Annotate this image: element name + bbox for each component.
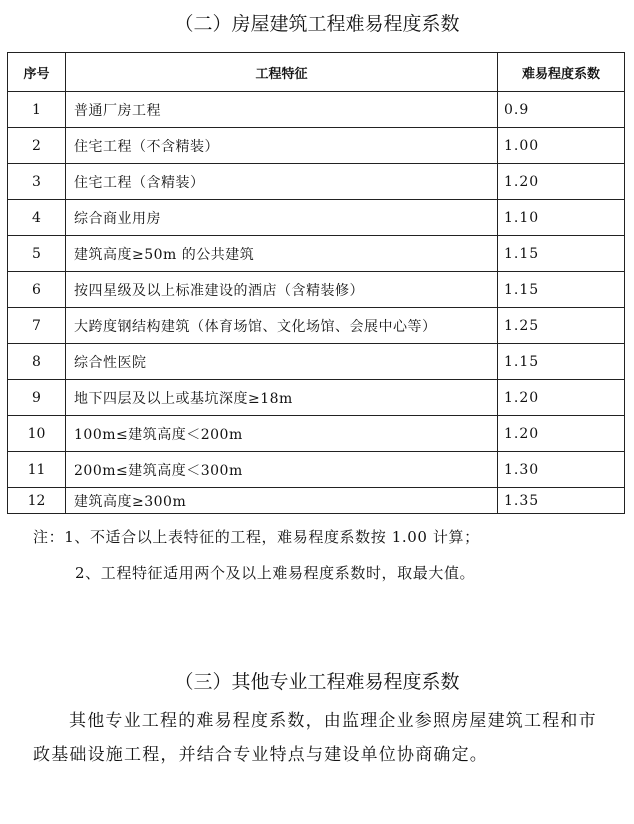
table-row bbox=[8, 164, 625, 200]
row-number: 6 bbox=[8, 272, 66, 308]
table-row bbox=[8, 344, 625, 380]
row-coefficient: 1.15 bbox=[498, 344, 625, 380]
row-coefficient: 1.10 bbox=[498, 200, 625, 236]
row-number: 12 bbox=[8, 488, 66, 514]
row-number: 1 bbox=[8, 92, 66, 128]
difficulty-coefficient-table bbox=[7, 52, 625, 514]
row-feature: 普通厂房工程 bbox=[66, 92, 498, 128]
section-2-title: （二）房屋建筑工程难易程度系数 bbox=[174, 13, 460, 35]
row-number: 8 bbox=[8, 344, 66, 380]
header-coefficient: 难易程度系数 bbox=[498, 53, 625, 92]
row-number: 4 bbox=[8, 200, 66, 236]
note-2: 2、工程特征适用两个及以上难易程度系数时，取最大值。 bbox=[75, 564, 476, 582]
row-number: 9 bbox=[8, 380, 66, 416]
table-header-row bbox=[8, 53, 625, 92]
row-feature: 住宅工程（不含精装） bbox=[66, 128, 498, 164]
header-feature: 工程特征 bbox=[66, 53, 498, 92]
section-3-paragraph: 其他专业工程的难易程度系数，由监理企业参照房屋建筑工程和市政基础设施工程，并结合专业特点与建设单位协商确定。 bbox=[33, 711, 597, 765]
table-row bbox=[8, 200, 625, 236]
table-row bbox=[8, 128, 625, 164]
table-row bbox=[8, 308, 625, 344]
row-feature: 建筑高度≥300m bbox=[66, 488, 498, 514]
row-feature: 建筑高度≥50m 的公共建筑 bbox=[66, 236, 498, 272]
row-number: 10 bbox=[8, 416, 66, 452]
row-feature: 按四星级及以上标准建设的酒店（含精装修） bbox=[66, 272, 498, 308]
table-row bbox=[8, 488, 625, 514]
row-coefficient: 1.20 bbox=[498, 416, 625, 452]
row-coefficient: 0.9 bbox=[498, 92, 625, 128]
row-number: 5 bbox=[8, 236, 66, 272]
row-coefficient: 1.25 bbox=[498, 308, 625, 344]
row-number: 7 bbox=[8, 308, 66, 344]
row-number: 3 bbox=[8, 164, 66, 200]
table-row bbox=[8, 236, 625, 272]
row-coefficient: 1.20 bbox=[498, 164, 625, 200]
table-row bbox=[8, 380, 625, 416]
table-row bbox=[8, 272, 625, 308]
row-feature: 地下四层及以上或基坑深度≥18m bbox=[66, 380, 498, 416]
table-row bbox=[8, 416, 625, 452]
row-coefficient: 1.30 bbox=[498, 452, 625, 488]
row-feature: 大跨度钢结构建筑（体育场馆、文化场馆、会展中心等） bbox=[66, 308, 498, 344]
note-1: 注：1、不适合以上表特征的工程，难易程度系数按 1.00 计算； bbox=[33, 528, 480, 546]
row-feature: 住宅工程（含精装） bbox=[66, 164, 498, 200]
section-3-title: （三）其他专业工程难易程度系数 bbox=[174, 671, 460, 693]
row-number: 2 bbox=[8, 128, 66, 164]
row-feature: 综合性医院 bbox=[66, 344, 498, 380]
row-feature: 200m≤建筑高度＜300m bbox=[66, 452, 498, 488]
table-row bbox=[8, 92, 625, 128]
row-coefficient: 1.00 bbox=[498, 128, 625, 164]
row-coefficient: 1.35 bbox=[498, 488, 625, 514]
row-number: 11 bbox=[8, 452, 66, 488]
row-feature: 100m≤建筑高度＜200m bbox=[66, 416, 498, 452]
header-serial-number: 序号 bbox=[8, 53, 66, 92]
row-coefficient: 1.15 bbox=[498, 236, 625, 272]
table-row bbox=[8, 452, 625, 488]
row-coefficient: 1.20 bbox=[498, 380, 625, 416]
row-feature: 综合商业用房 bbox=[66, 200, 498, 236]
row-coefficient: 1.15 bbox=[498, 272, 625, 308]
